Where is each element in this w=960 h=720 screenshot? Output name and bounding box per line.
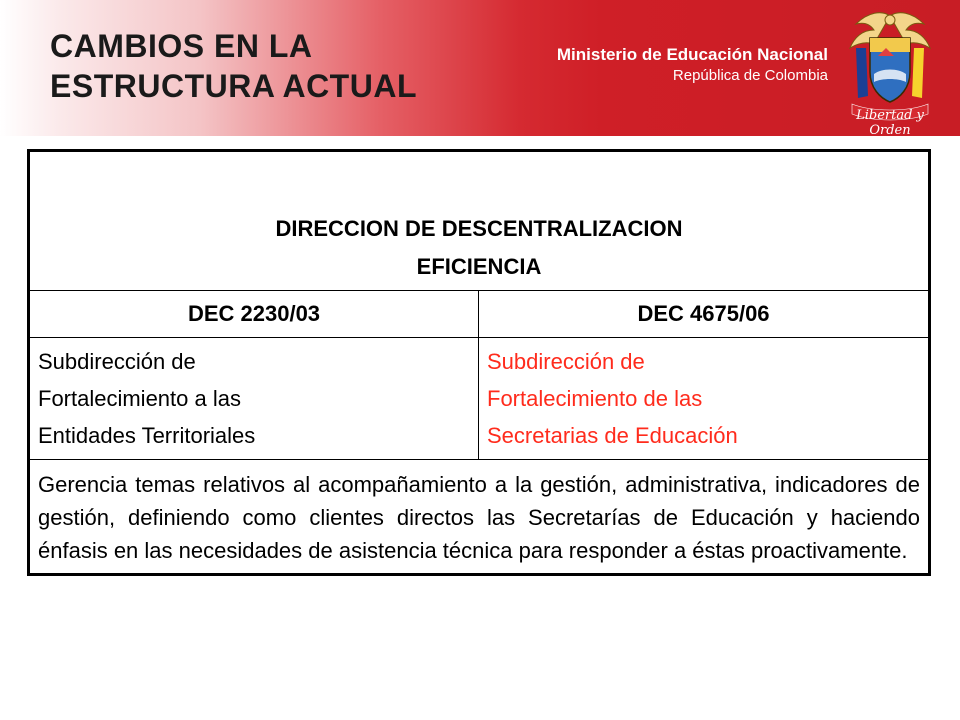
- column-header-dec-4675: DEC 4675/06: [479, 291, 930, 338]
- old-structure-line: Entidades Territoriales: [38, 423, 256, 448]
- section-subtitle: EFICIENCIA: [416, 254, 542, 279]
- slide-title-line-1: CAMBIOS EN LA: [50, 28, 313, 64]
- new-structure-line: Subdirección de: [487, 349, 645, 374]
- old-structure-line: Fortalecimiento a las: [38, 386, 241, 411]
- country-name: República de Colombia: [672, 67, 828, 84]
- new-structure-cell: [479, 338, 930, 460]
- ministry-name: Ministerio de Educación Nacional: [556, 45, 828, 64]
- description-cell: Gerencia temas relativos al acompañamiento a la gestión, administrativa, indicadores de gestión, definiendo como clientes directos las Secretarías de Educación y haciendo énfasis en las necesidades de asistencia técnica para responder a éstas proactivamente.: [29, 460, 930, 575]
- new-structure-line: Fortalecimiento de las: [487, 386, 703, 411]
- slide-title: [50, 26, 510, 106]
- old-structure-cell: [29, 338, 479, 460]
- new-structure-line: Secretarias de Educación: [487, 423, 738, 448]
- column-header-dec-2230: DEC 2230/03: [29, 291, 479, 338]
- ministry-block: [557, 44, 828, 86]
- structure-table: [27, 149, 931, 576]
- old-structure-line: Subdirección de: [38, 349, 196, 374]
- section-title: DIRECCION DE DESCENTRALIZACION: [275, 216, 683, 241]
- section-header: [29, 151, 930, 291]
- slide-title-line-2: ESTRUCTURA ACTUAL: [50, 68, 417, 104]
- emblem-motto: Libertad y Orden: [856, 108, 924, 138]
